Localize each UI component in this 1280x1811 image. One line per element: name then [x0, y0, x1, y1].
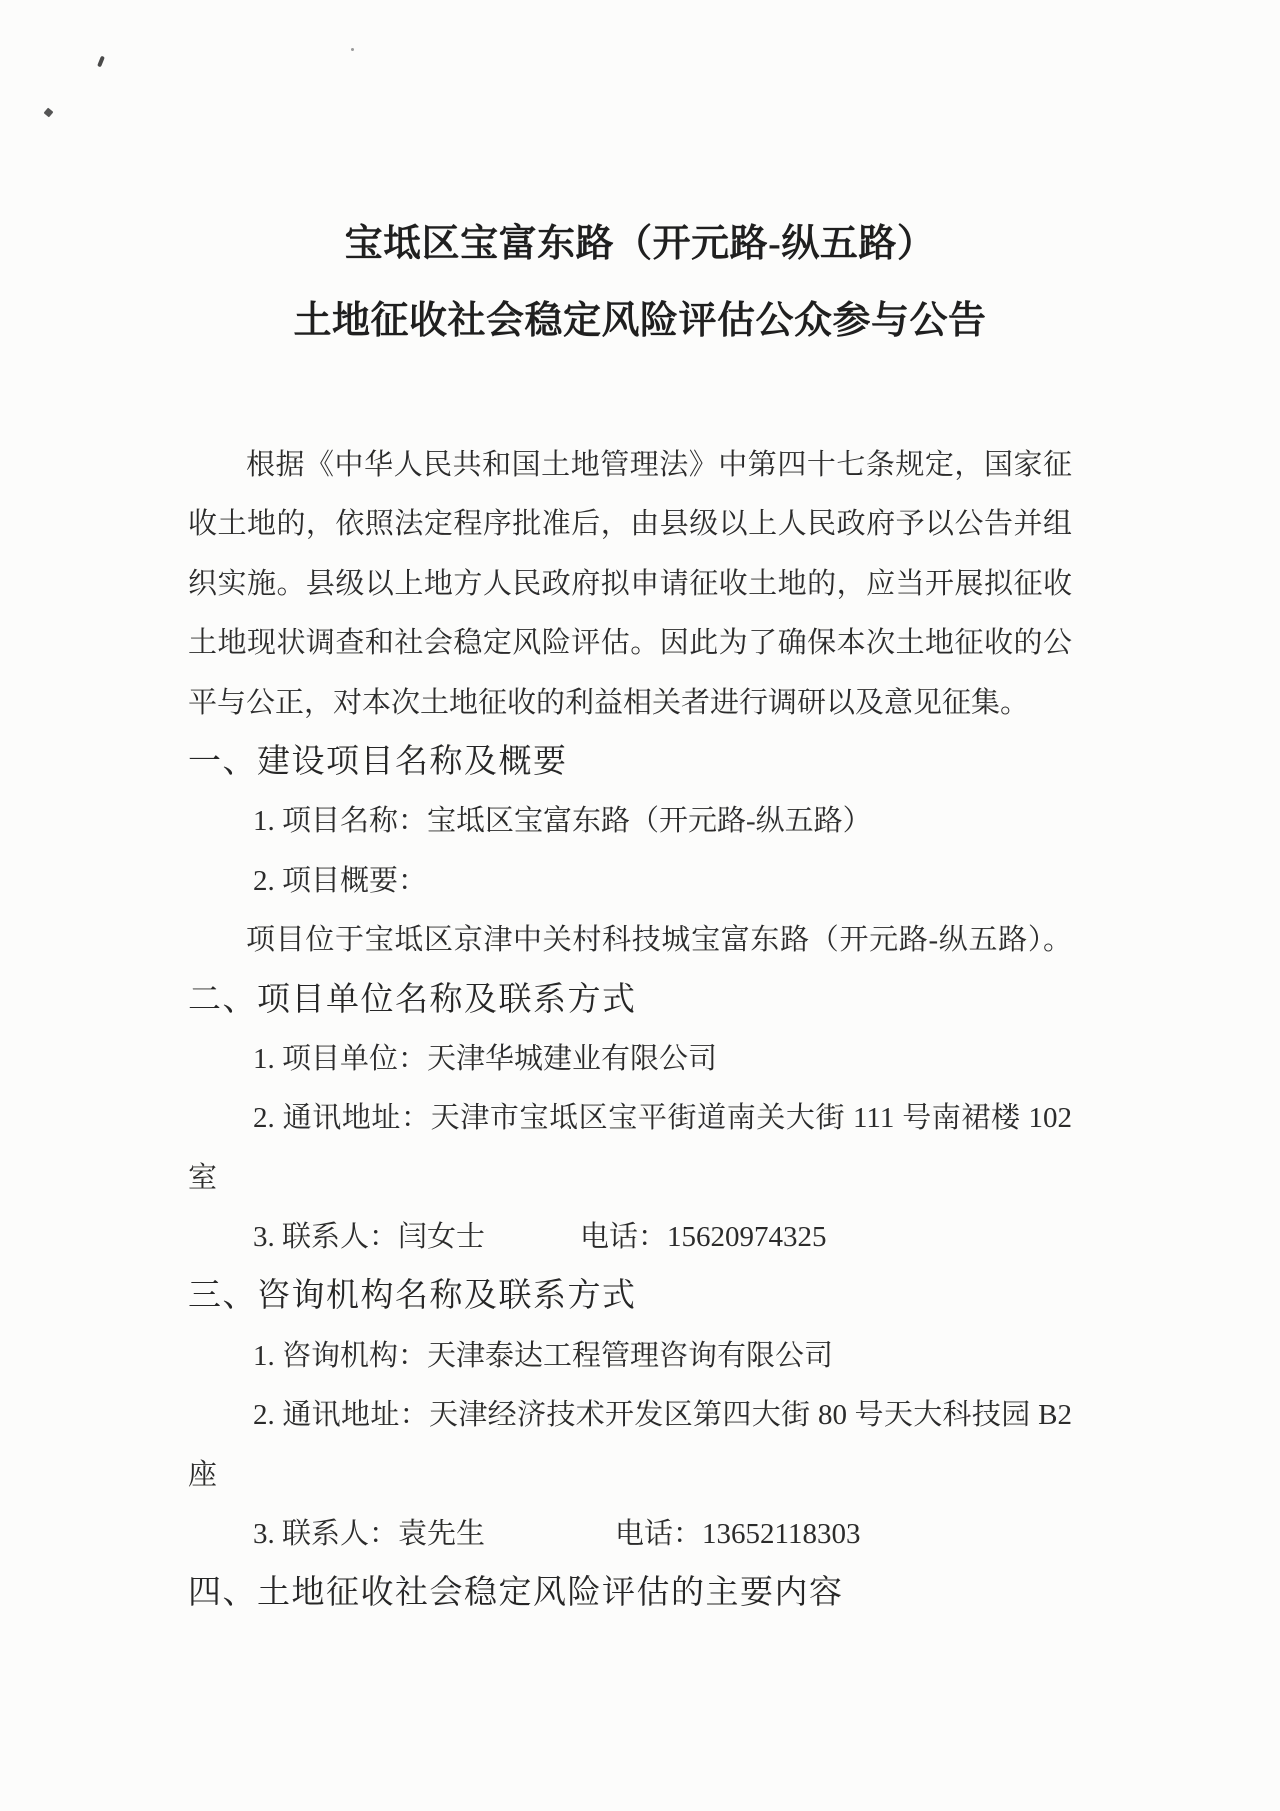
consultant-address-continuation: 座	[188, 1458, 218, 1491]
consultant-contact-phone: 电话：13652118303	[615, 1518, 861, 1551]
document-title-line-1: 宝坻区宝富东路（开元路-纵五路）	[344, 223, 936, 265]
document-title-line-2: 土地征收社会稳定风险评估公众参与公告	[293, 300, 987, 342]
unit-address-continuation: 室	[188, 1161, 218, 1194]
project-location-line: 项目位于宝坻区京津中关村科技城宝富东路（开元路-纵五路）。	[246, 924, 1072, 957]
scan-artifact-mark	[351, 48, 354, 51]
consultant-name-line: 1. 咨询机构：天津泰达工程管理咨询有限公司	[253, 1339, 834, 1372]
section-4-heading: 四、土地征收社会稳定风险评估的主要内容	[188, 1575, 844, 1612]
section-2-heading: 二、项目单位名称及联系方式	[188, 981, 637, 1018]
project-summary-label-line: 2. 项目概要：	[253, 864, 428, 897]
project-unit-line: 1. 项目单位：天津华城建业有限公司	[253, 1042, 718, 1075]
unit-contact-person: 3. 联系人：闫女士	[253, 1221, 486, 1254]
section-3-heading: 三、咨询机构名称及联系方式	[188, 1278, 637, 1315]
consultant-contact-person: 3. 联系人：袁先生	[253, 1518, 486, 1551]
project-name-line: 1. 项目名称：宝坻区宝富东路（开元路-纵五路）	[253, 805, 872, 838]
intro-line-3: 织实施。县级以上地方人民政府拟申请征收土地的，应当开展拟征收	[188, 567, 1072, 600]
intro-line-1: 根据《中华人民共和国土地管理法》中第四十七条规定，国家征	[246, 449, 1072, 481]
scan-artifact-mark	[44, 108, 54, 118]
consultant-contact-line	[188, 1505, 1072, 1564]
unit-contact-phone: 电话：15620974325	[580, 1221, 827, 1254]
unit-contact-line	[188, 1208, 1072, 1267]
section-1-heading: 一、建设项目名称及概要	[188, 743, 568, 780]
intro-line-5: 平与公正，对本次土地征收的利益相关者进行调研以及意见征集。	[188, 686, 1030, 719]
intro-line-2: 收土地的，依照法定程序批准后，由县级以上人民政府予以公告并组	[188, 508, 1072, 541]
unit-address-line: 2. 通讯地址：天津市宝坻区宝平街道南关大街 111 号南裙楼 102	[253, 1102, 1072, 1135]
intro-line-4: 土地现状调查和社会稳定风险评估。因此为了确保本次土地征收的公	[188, 627, 1072, 660]
scan-artifact-mark	[97, 56, 105, 68]
document-body	[188, 436, 1072, 1624]
consultant-address-line: 2. 通讯地址：天津经济技术开发区第四大街 80 号天大科技园 B2	[253, 1399, 1072, 1432]
